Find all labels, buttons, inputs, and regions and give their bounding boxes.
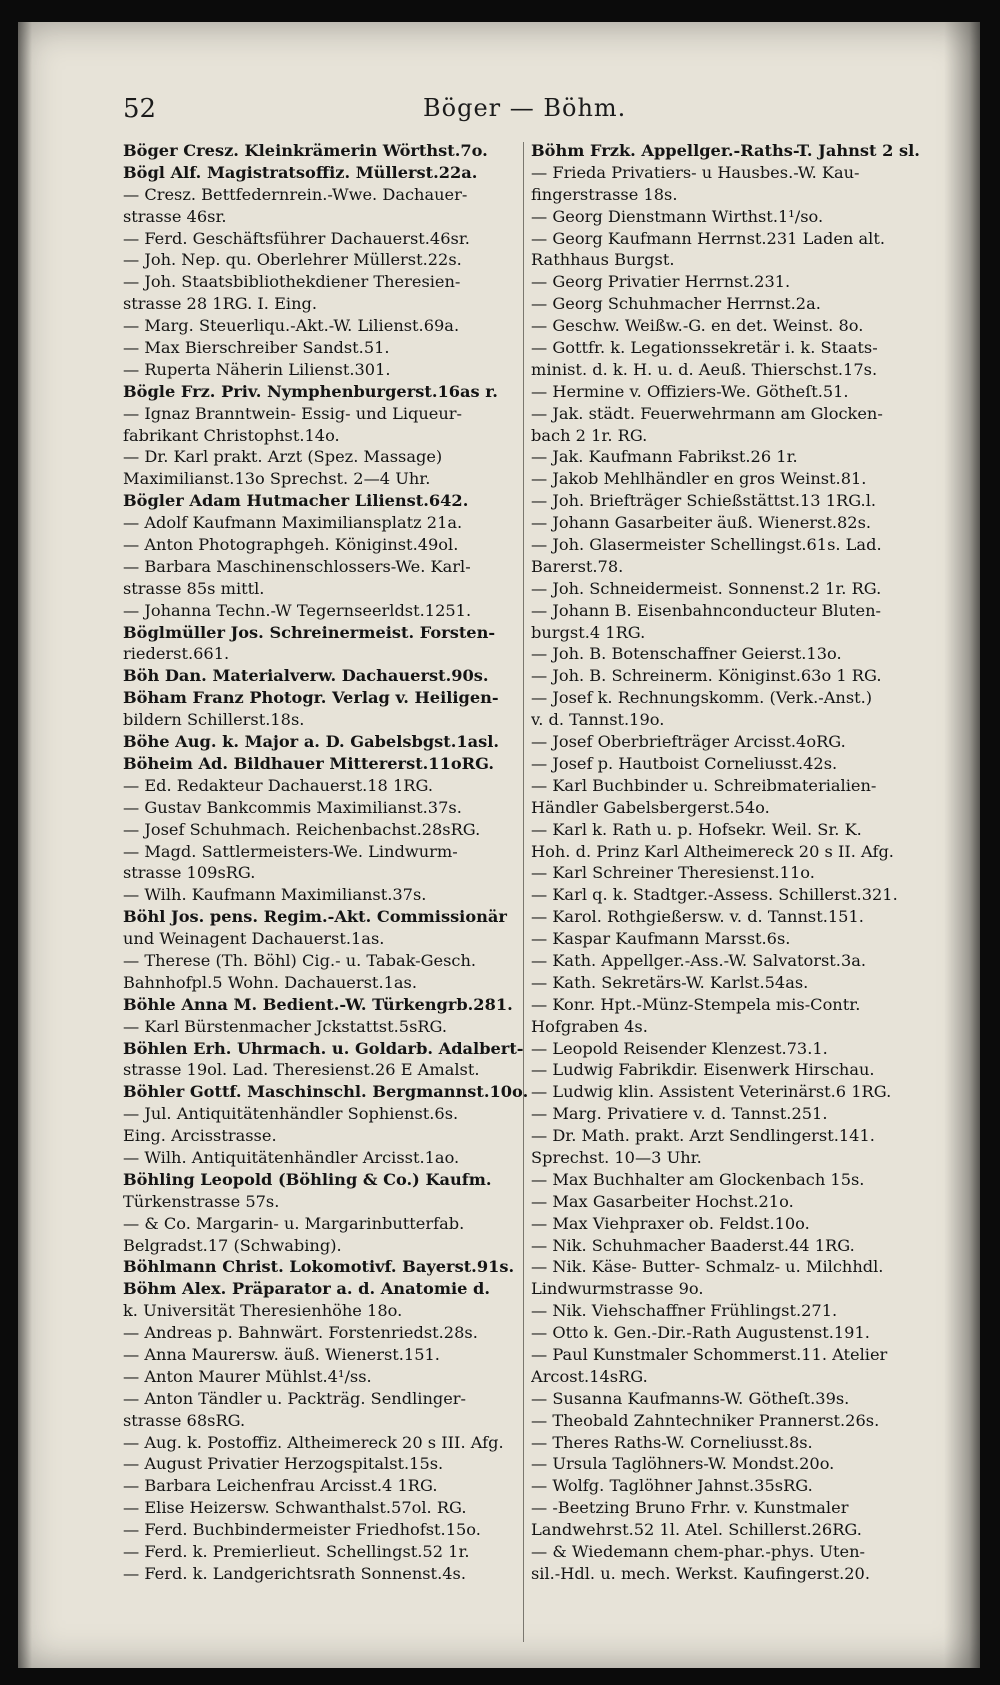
directory-entry-line: — Ferd. Buchbindermeister Friedhofst.15o. bbox=[123, 1520, 481, 1540]
directory-entry-line: Böger Cresz. Kleinkrämerin Wörthst.7o. bbox=[123, 141, 488, 160]
directory-entry-line: — Wolfg. Taglöhner Jahnst.35sRG. bbox=[531, 1476, 813, 1496]
directory-entry-line: Bahnhofpl.5 Wohn. Dachauerst.1as. bbox=[123, 972, 417, 992]
directory-entry-line: — Nik. Viehschaffner Frühlingst.271. bbox=[531, 1301, 838, 1321]
directory-entry-line: — Wilh. Antiquitätenhändler Arcisst.1ao. bbox=[123, 1147, 460, 1167]
directory-entry-line: — Karl Bürstenmacher Jckstattst.5sRG. bbox=[123, 1016, 448, 1036]
directory-entry-line: — Max Buchhalter am Glockenbach 15s. bbox=[531, 1169, 865, 1189]
directory-entry-line: — Otto k. Gen.-Dir.-Rath Augustenst.191. bbox=[531, 1323, 870, 1343]
directory-entry-line: — Karol. Rothgießersw. v. d. Tannst.151. bbox=[531, 907, 864, 927]
directory-entry-line: — Adolf Kaufmann Maximiliansplatz 21a. bbox=[123, 513, 463, 533]
directory-entry-line: strasse 19ol. Lad. Theresienst.26 E Amalst. bbox=[123, 1060, 480, 1080]
directory-entry-line: — Josef Oberbriefträger Arcisst.4oRG. bbox=[531, 732, 846, 752]
directory-entry-line: bildern Schillerst.18s. bbox=[123, 710, 305, 730]
directory-entry-line: — Karl q. k. Stadtger.-Assess. Schillerst.321. bbox=[531, 885, 898, 905]
directory-entry-line: Böhe Aug. k. Major a. D. Gabelsbgst.1asl. bbox=[123, 732, 500, 752]
directory-entry-line: — Jak. städt. Feuerwehrmann am Glocken- bbox=[531, 403, 883, 423]
right-column bbox=[531, 140, 936, 1585]
directory-entry-line: — Jul. Antiquitätenhändler Sophienst.6s. bbox=[123, 1104, 459, 1124]
directory-entry-line: — Joh. Nep. qu. Oberlehrer Müllerst.22s. bbox=[123, 250, 462, 270]
directory-entry-line: — Joh. B. Botenschaffner Geierst.13o. bbox=[531, 644, 842, 664]
directory-entry-line: Bögle Frz. Priv. Nymphenburgerst.16as r. bbox=[123, 381, 498, 401]
directory-entry-line: — Joh. B. Schreinerm. Königinst.63o 1 RG. bbox=[531, 666, 882, 686]
directory-entry-line: — Marg. Privatiere v. d. Tannst.251. bbox=[531, 1104, 828, 1124]
directory-entry-line: — Joh. Staatsbibliothekdiener Theresien- bbox=[123, 272, 461, 292]
directory-entry-line: — Georg Schuhmacher Herrnst.2a. bbox=[531, 294, 821, 314]
directory-entry-line: — Kath. Appellger.-Ass.-W. Salvatorst.3a. bbox=[531, 950, 867, 970]
directory-entry-line: fabrikant Christophst.14o. bbox=[123, 425, 340, 445]
directory-entry-line: Böhler Gottf. Maschinschl. Bergmannst.10o. bbox=[123, 1082, 528, 1102]
directory-entry-line: — Therese (Th. Böhl) Cig.- u. Tabak-Gesch. bbox=[123, 950, 477, 970]
directory-entry-line: — Kaspar Kaufmann Marsst.6s. bbox=[531, 929, 791, 949]
directory-entry-line: Böhlen Erh. Uhrmach. u. Goldarb. Adalbert- bbox=[123, 1038, 524, 1058]
directory-entry-line: — Ed. Redakteur Dachauerst.18 1RG. bbox=[123, 775, 433, 795]
directory-entry-line: — August Privatier Herzogspitalst.15s. bbox=[123, 1454, 444, 1474]
directory-entry-line: strasse 109sRG. bbox=[123, 863, 256, 883]
directory-entry-line: — Theres Raths-W. Corneliusst.8s. bbox=[531, 1432, 813, 1452]
directory-entry-line: — Johann Gasarbeiter äuß. Wienerst.82s. bbox=[531, 513, 872, 533]
directory-entry-line: Türkenstrasse 57s. bbox=[123, 1191, 280, 1211]
directory-entry-line: — Ludwig klin. Assistent Veterinärst.6 1RG. bbox=[531, 1082, 892, 1102]
directory-entry-line: — Hermine v. Offiziers-We. Götheſt.51. bbox=[531, 381, 849, 401]
directory-entry-line: — Ludwig Fabrikdir. Eisenwerk Hirschau. bbox=[531, 1060, 875, 1080]
directory-entry-line: Maximilianst.13o Sprechst. 2—4 Uhr. bbox=[123, 469, 431, 489]
directory-entry-line: Böhling Leopold (Böhling & Co.) Kaufm. bbox=[123, 1169, 492, 1189]
directory-entry-line: — Max Bierschreiber Sandst.51. bbox=[123, 338, 390, 358]
directory-entry-line: — Ferd. k. Landgerichtsrath Sonnenst.4s. bbox=[123, 1563, 466, 1583]
directory-entry-line: — & Wiedemann chem-phar.-phys. Uten- bbox=[531, 1542, 865, 1561]
directory-entry-line: — Nik. Schuhmacher Baaderst.44 1RG. bbox=[531, 1235, 855, 1255]
directory-entry-line: Böhle Anna M. Bedient.-W. Türkengrb.281. bbox=[123, 994, 513, 1014]
directory-entry-line: fingerstrasse 18s. bbox=[531, 184, 678, 204]
directory-entry-line: — Gottfr. k. Legationssekretär i. k. Staats- bbox=[531, 338, 878, 358]
directory-entry-line: — Geschw. Weißw.-G. en det. Weinst. 8o. bbox=[531, 316, 864, 336]
directory-entry-line: — Aug. k. Postoffiz. Altheimereck 20 s III. Afg. bbox=[123, 1432, 504, 1452]
directory-entry-line: — Josef k. Rechnungskomm. (Verk.-Anst.) bbox=[531, 688, 873, 708]
directory-entry-line: — Magd. Sattlermeisters-We. Lindwurm- bbox=[123, 841, 458, 861]
directory-entry-line: Sprechst. 10—3 Uhr. bbox=[531, 1147, 702, 1167]
directory-entry-line: — Karl k. Rath u. p. Hofsekr. Weil. Sr. K. bbox=[531, 819, 862, 839]
directory-entry-line: — Georg Privatier Herrnst.231. bbox=[531, 272, 791, 292]
directory-entry-line: strasse 85s mittl. bbox=[123, 578, 265, 598]
directory-entry-line: — Johann B. Eisenbahnconducteur Bluten- bbox=[531, 600, 881, 620]
directory-entry-line: — Max Gasarbeiter Hochst.21o. bbox=[531, 1191, 794, 1211]
page-header bbox=[123, 94, 943, 134]
directory-entry-line: — Susanna Kaufmanns-W. Götheſt.39s. bbox=[531, 1388, 850, 1408]
directory-entry-line: — Anton Photographgeh. Königinst.49ol. bbox=[123, 535, 459, 555]
directory-entry-line: — Joh. Briefträger Schießstättst.13 1RG.l. bbox=[531, 491, 877, 511]
directory-entry-line: — Nik. Käse- Butter- Schmalz- u. Milchhdl. bbox=[531, 1257, 884, 1277]
directory-entry-line: Hofgraben 4s. bbox=[531, 1016, 648, 1036]
directory-entry-line: — Johanna Techn.-W Tegernseerldst.1251. bbox=[123, 600, 472, 620]
directory-entry-line: — Karl Schreiner Theresienst.11o. bbox=[531, 863, 815, 883]
directory-entry-line: — Karl Buchbinder u. Schreibmaterialien- bbox=[531, 775, 877, 795]
directory-entry-line: — Leopold Reisender Klenzest.73.1. bbox=[531, 1038, 828, 1058]
directory-entry-line: riederst.661. bbox=[123, 644, 230, 664]
directory-entry-line: minist. d. k. H. u. d. Aeuß. Thierschst.17s. bbox=[531, 359, 878, 379]
directory-entry-line: Böhm Alex. Präparator a. d. Anatomie d. bbox=[123, 1279, 491, 1299]
directory-entry-line: Belgradst.17 (Schwabing). bbox=[123, 1235, 342, 1255]
directory-entry-line: — Cresz. Bettfedernrein.-Wwe. Dachauer- bbox=[123, 184, 468, 204]
directory-entry-line: strasse 28 1RG. I. Eing. bbox=[123, 294, 318, 314]
directory-entry-line: Böhl Jos. pens. Regim.-Akt. Commissionär bbox=[123, 907, 507, 927]
left-column bbox=[123, 140, 528, 1585]
directory-entry-line: — Frieda Privatiers- u Hausbes.-W. Kau- bbox=[531, 162, 860, 182]
directory-entry-line: — Joh. Glasermeister Schellingst.61s. Lad. bbox=[531, 535, 882, 555]
directory-entry-line: Händler Gabelsbergerst.54o. bbox=[531, 797, 770, 817]
running-title: Böger — Böhm. bbox=[423, 94, 627, 122]
directory-entry-line: Barerst.78. bbox=[531, 556, 624, 576]
directory-entry-line: — Max Viehpraxer ob. Feldst.10o. bbox=[531, 1213, 810, 1233]
directory-entry-line: — Kath. Sekretärs-W. Karlst.54as. bbox=[531, 972, 809, 992]
directory-entry-line: bach 2 1r. RG. bbox=[531, 425, 648, 445]
directory-entry-line: — Anton Tändler u. Packträg. Sendlinger- bbox=[123, 1388, 467, 1408]
directory-page bbox=[18, 22, 980, 1668]
directory-entry-line: — Ferd. Geschäftsführer Dachauerst.46sr. bbox=[123, 228, 470, 248]
directory-entry-line: — Elise Heizersw. Schwanthalst.57ol. RG. bbox=[123, 1498, 467, 1518]
directory-entry-line: v. d. Tannst.19o. bbox=[531, 710, 665, 730]
directory-entry-line: — Joh. Schneidermeist. Sonnenst.2 1r. RG. bbox=[531, 578, 882, 598]
directory-entry-line: Eing. Arcisstrasse. bbox=[123, 1126, 277, 1146]
directory-entry-line: k. Universität Theresienhöhe 18o. bbox=[123, 1301, 403, 1321]
directory-entry-line: — Georg Dienstmann Wirthst.1¹/so. bbox=[531, 206, 824, 226]
directory-entry-line: sil.-Hdl. u. mech. Werkst. Kaufingerst.20. bbox=[531, 1563, 870, 1583]
directory-entry-line: Böh Dan. Materialverw. Dachauerst.90s. bbox=[123, 666, 489, 686]
directory-entry-line: — Theobald Zahntechniker Prannerst.26s. bbox=[531, 1410, 880, 1430]
directory-entry-line: — Wilh. Kaufmann Maximilianst.37s. bbox=[123, 885, 427, 905]
directory-entry-line: Böhm Frzk. Appellger.-Raths-T. Jahnst 2 sl. bbox=[531, 141, 920, 160]
directory-entry-line: — Paul Kunstmaler Schommerst.11. Atelier bbox=[531, 1344, 888, 1364]
directory-entry-line: burgst.4 1RG. bbox=[531, 622, 646, 642]
directory-entry-line: — Andreas p. Bahnwärt. Forstenriedst.28s. bbox=[123, 1323, 478, 1343]
page-left-shadow bbox=[18, 22, 32, 1668]
directory-entry-line: — Ursula Taglöhners-W. Mondst.20o. bbox=[531, 1454, 835, 1474]
directory-entry-line: Böheim Ad. Bildhauer Mittererst.11oRG. bbox=[123, 753, 494, 773]
directory-entry-line: — & Co. Margarin- u. Margarinbutterfab. bbox=[123, 1213, 465, 1233]
directory-entry-line: Böglmüller Jos. Schreinermeist. Forsten- bbox=[123, 622, 496, 642]
directory-entry-line: Rathhaus Burgst. bbox=[531, 250, 675, 270]
directory-entry-line: Landwehrst.52 1l. Atel. Schillerst.26RG. bbox=[531, 1520, 862, 1540]
directory-entry-line: Arcost.14sRG. bbox=[531, 1366, 648, 1386]
binding-shadow bbox=[944, 22, 980, 1668]
directory-entry-line: — Barbara Leichenfrau Arcisst.4 1RG. bbox=[123, 1476, 438, 1496]
directory-entry-line: — Jak. Kaufmann Fabrikst.26 1r. bbox=[531, 447, 798, 467]
directory-entry-line: Böhlmann Christ. Lokomotivf. Bayerst.91s. bbox=[123, 1257, 515, 1277]
directory-entry-line: — Dr. Math. prakt. Arzt Sendlingerst.141. bbox=[531, 1126, 875, 1146]
directory-entry-line: — Josef p. Hautboist Corneliusst.42s. bbox=[531, 753, 838, 773]
directory-entry-line: — Ferd. k. Premierlieut. Schellingst.52 1r. bbox=[123, 1542, 470, 1561]
directory-entry-line: — Georg Kaufmann Herrnst.231 Laden alt. bbox=[531, 228, 885, 248]
directory-entry-line: Bögl Alf. Magistratsoffiz. Müllerst.22a. bbox=[123, 162, 478, 182]
directory-entry-line: Hoh. d. Prinz Karl Altheimereck 20 s II. Afg. bbox=[531, 841, 894, 861]
page-number: 52 bbox=[123, 94, 157, 124]
directory-entry-line: — -Beetzing Bruno Frhr. v. Kunstmaler bbox=[531, 1498, 849, 1518]
directory-entry-line: und Weinagent Dachauerst.1as. bbox=[123, 929, 385, 949]
directory-entry-line: Lindwurmstrasse 9o. bbox=[531, 1279, 704, 1299]
directory-entry-line: Bögler Adam Hutmacher Lilienst.642. bbox=[123, 491, 469, 511]
directory-entry-line: strasse 46sr. bbox=[123, 206, 227, 226]
directory-entry-line: — Ruperta Näherin Lilienst.301. bbox=[123, 359, 391, 379]
directory-entry-line: — Konr. Hpt.-Münz-Stempela mis-Contr. bbox=[531, 994, 861, 1014]
directory-entry-line: — Gustav Bankcommis Maximilianst.37s. bbox=[123, 797, 462, 817]
directory-entry-line: — Josef Schuhmach. Reichenbachst.28sRG. bbox=[123, 819, 481, 839]
directory-entry-line: — Barbara Maschinenschlossers-We. Karl- bbox=[123, 556, 471, 576]
directory-entry-line: — Anton Maurer Mühlst.4¹/ss. bbox=[123, 1366, 372, 1386]
directory-entry-line: — Jakob Mehlhändler en gros Weinst.81. bbox=[531, 469, 867, 489]
directory-entry-line: — Marg. Steuerliqu.-Akt.-W. Lilienst.69a. bbox=[123, 316, 460, 336]
directory-entry-line: — Ignaz Branntwein- Essig- und Liqueur- bbox=[123, 403, 463, 423]
directory-entry-line: — Dr. Karl prakt. Arzt (Spez. Massage) bbox=[123, 447, 443, 467]
directory-entry-line: Böham Franz Photogr. Verlag v. Heiligen- bbox=[123, 688, 499, 708]
directory-entry-line: — Anna Maurersw. äuß. Wienerst.151. bbox=[123, 1344, 440, 1364]
directory-entry-line: strasse 68sRG. bbox=[123, 1410, 246, 1430]
